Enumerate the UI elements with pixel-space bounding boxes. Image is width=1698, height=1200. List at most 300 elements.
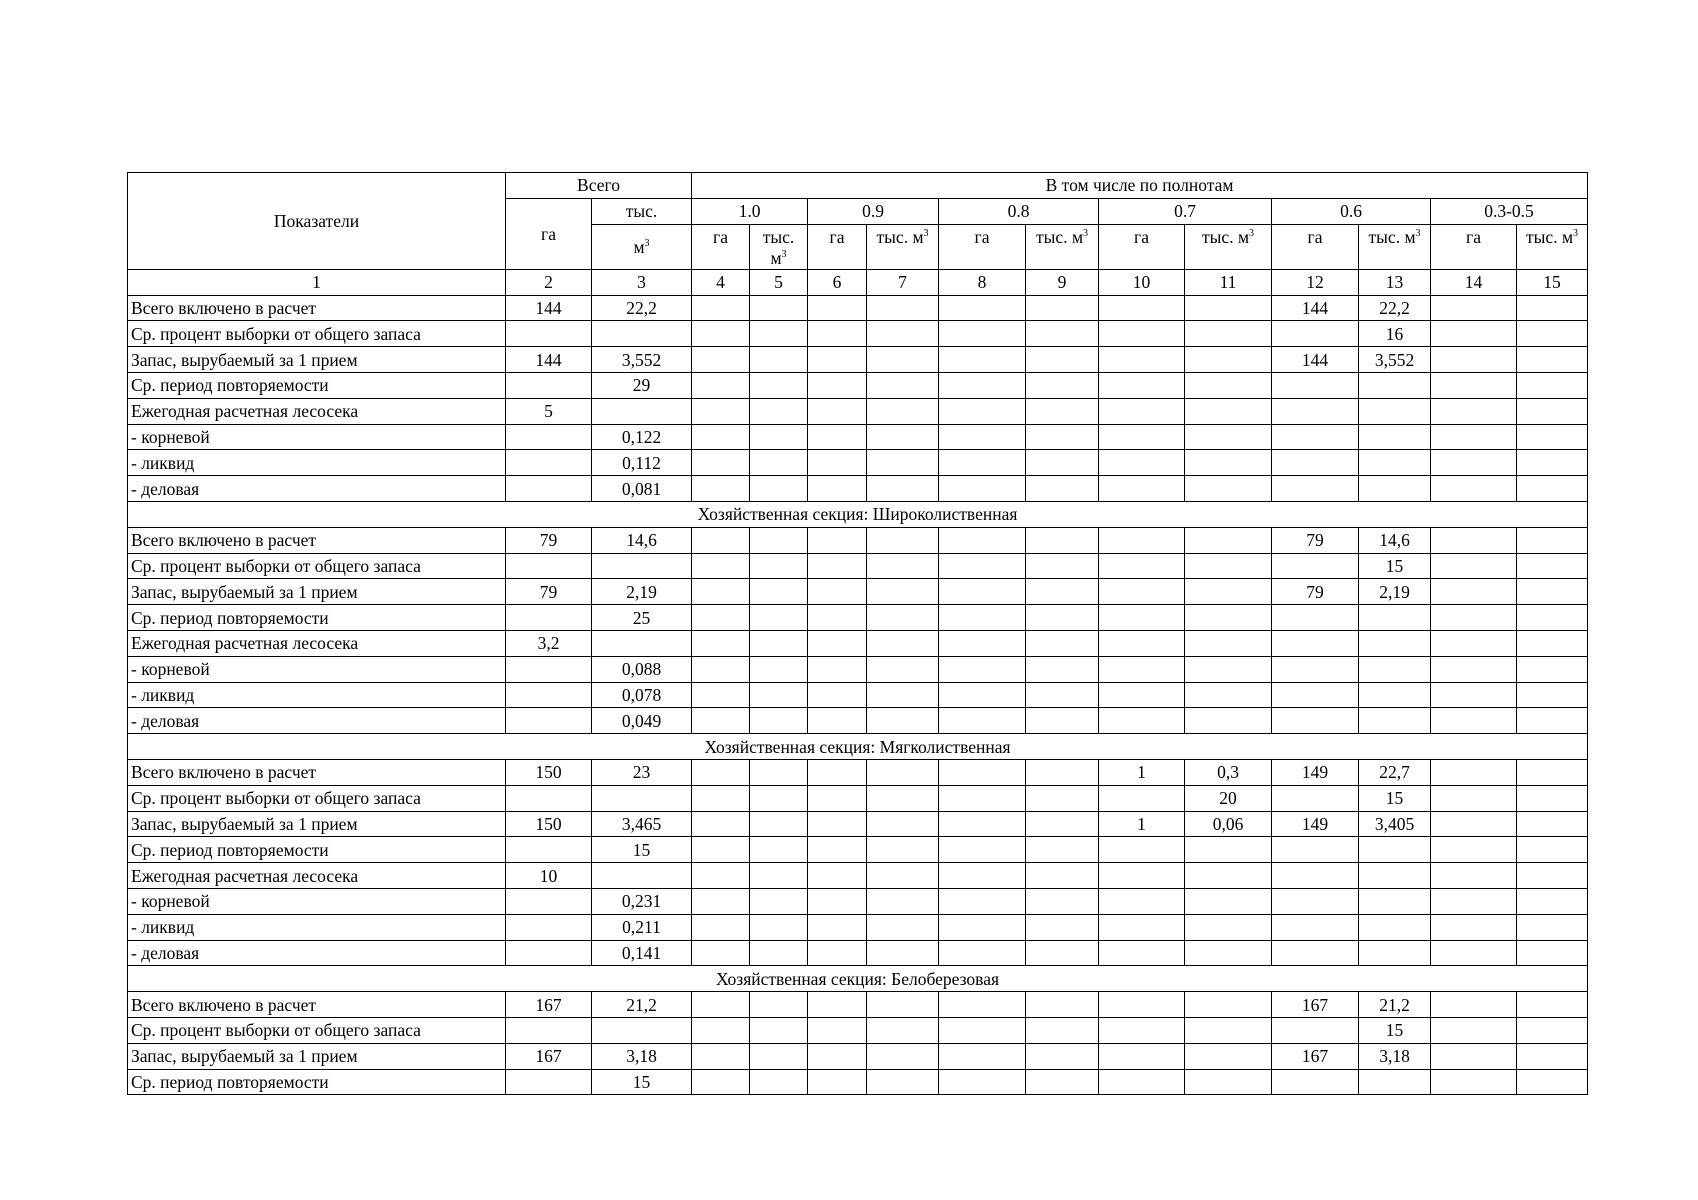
table-cell — [1099, 656, 1185, 682]
ha-header: га — [808, 224, 867, 269]
table-cell — [1099, 605, 1185, 631]
table-cell — [692, 398, 750, 424]
table-cell — [1431, 888, 1517, 914]
table-cell — [692, 759, 750, 785]
column-number: 3 — [592, 269, 692, 295]
table-cell — [867, 863, 939, 889]
table-cell — [939, 759, 1026, 785]
table-cell — [692, 992, 750, 1018]
column-number: 6 — [808, 269, 867, 295]
table-cell — [939, 940, 1026, 966]
table-cell — [1359, 708, 1431, 734]
table-cell — [1099, 424, 1185, 450]
table-cell: 3,18 — [592, 1043, 692, 1069]
table-cell — [750, 553, 808, 579]
table-cell — [1517, 888, 1588, 914]
table-cell — [750, 527, 808, 553]
table-cell: 79 — [506, 527, 592, 553]
table-cell — [808, 553, 867, 579]
table-cell — [867, 450, 939, 476]
table-cell — [1359, 940, 1431, 966]
table-cell — [1026, 1069, 1099, 1095]
group-header: 0.7 — [1099, 198, 1272, 224]
table-cell — [867, 476, 939, 502]
table-cell — [1431, 553, 1517, 579]
table-cell — [1185, 888, 1272, 914]
indicators-header: Показатели — [128, 173, 506, 270]
table-cell — [1431, 992, 1517, 1018]
table-cell — [1517, 682, 1588, 708]
table-cell — [939, 863, 1026, 889]
table-cell: 22,7 — [1359, 759, 1431, 785]
table-cell — [1026, 837, 1099, 863]
table-cell — [939, 398, 1026, 424]
table-cell — [939, 656, 1026, 682]
table-cell — [1185, 605, 1272, 631]
table-row — [128, 579, 1588, 605]
table-cell — [1099, 295, 1185, 321]
table-cell — [692, 1043, 750, 1069]
table-cell — [692, 656, 750, 682]
table-cell — [1517, 914, 1588, 940]
table-cell — [750, 630, 808, 656]
row-label: Ср. процент выборки от общего запаса — [128, 321, 506, 347]
section-row — [128, 501, 1588, 527]
table-cell — [808, 1017, 867, 1043]
table-row — [128, 605, 1588, 631]
table-cell — [1185, 940, 1272, 966]
table-cell: 150 — [506, 811, 592, 837]
table-cell — [1026, 630, 1099, 656]
table-cell — [808, 476, 867, 502]
table-cell — [1272, 450, 1359, 476]
table-cell — [1359, 372, 1431, 398]
table-cell — [1026, 682, 1099, 708]
table-cell — [1431, 450, 1517, 476]
section-title: Хозяйственная секция: Широколиственная — [128, 501, 1588, 527]
table-cell — [750, 708, 808, 734]
unit-exponent: 3 — [1249, 227, 1255, 239]
thous-m3-header — [1026, 224, 1099, 269]
table-cell — [939, 450, 1026, 476]
table-cell — [1026, 1017, 1099, 1043]
table-cell — [1185, 992, 1272, 1018]
table-cell — [692, 424, 750, 450]
table-cell — [1431, 837, 1517, 863]
row-label: Ср. период повторяемости — [128, 1069, 506, 1095]
table-cell — [750, 295, 808, 321]
row-label: - деловая — [128, 476, 506, 502]
unit-text: м — [633, 236, 645, 257]
table-cell — [867, 992, 939, 1018]
table-cell: 22,2 — [1359, 295, 1431, 321]
table-cell — [1099, 708, 1185, 734]
table-cell — [1359, 888, 1431, 914]
table-cell — [808, 295, 867, 321]
table-cell — [1185, 1017, 1272, 1043]
table-cell — [1099, 682, 1185, 708]
table-cell — [1431, 656, 1517, 682]
group-header: 0.8 — [939, 198, 1099, 224]
table-cell — [750, 940, 808, 966]
table-cell — [1431, 398, 1517, 424]
unit-exponent: 3 — [923, 227, 929, 239]
table-cell — [1359, 630, 1431, 656]
table-cell — [692, 527, 750, 553]
table-cell — [867, 579, 939, 605]
table-cell — [867, 656, 939, 682]
table-cell — [1431, 708, 1517, 734]
table-cell — [1185, 553, 1272, 579]
table-cell — [867, 321, 939, 347]
row-label: Ср. процент выборки от общего запаса — [128, 785, 506, 811]
table-cell: 2,19 — [592, 579, 692, 605]
table-cell: 20 — [1185, 785, 1272, 811]
unit-exponent: 3 — [781, 248, 787, 260]
table-cell — [939, 837, 1026, 863]
table-cell — [867, 1017, 939, 1043]
table-cell: 149 — [1272, 811, 1359, 837]
row-label: Ежегодная расчетная лесосека — [128, 630, 506, 656]
table-cell — [867, 527, 939, 553]
table-cell: 0,088 — [592, 656, 692, 682]
table-cell — [1099, 372, 1185, 398]
table-cell — [808, 811, 867, 837]
table-cell — [750, 914, 808, 940]
table-cell — [1185, 914, 1272, 940]
row-label: - корневой — [128, 424, 506, 450]
table-cell: 0,3 — [1185, 759, 1272, 785]
table-cell — [939, 1069, 1026, 1095]
unit-text: тыс. м — [1526, 226, 1574, 247]
table-cell — [506, 708, 592, 734]
table-cell — [1099, 347, 1185, 373]
row-label: - корневой — [128, 656, 506, 682]
table-cell: 167 — [506, 1043, 592, 1069]
table-cell — [1431, 785, 1517, 811]
table-cell — [692, 811, 750, 837]
table-cell — [1026, 708, 1099, 734]
table-cell: 14,6 — [592, 527, 692, 553]
column-number: 2 — [506, 269, 592, 295]
table-cell — [750, 476, 808, 502]
table-cell — [1099, 527, 1185, 553]
table-cell — [1026, 321, 1099, 347]
table-cell — [506, 914, 592, 940]
table-cell — [1026, 888, 1099, 914]
table-cell — [939, 708, 1026, 734]
table-cell — [506, 1017, 592, 1043]
table-cell — [808, 321, 867, 347]
table-row — [128, 656, 1588, 682]
table-cell — [1026, 398, 1099, 424]
table-cell — [808, 914, 867, 940]
table-cell — [808, 1043, 867, 1069]
table-cell — [1272, 863, 1359, 889]
table-cell — [808, 837, 867, 863]
table-cell — [939, 347, 1026, 373]
table-cell: 144 — [1272, 295, 1359, 321]
table-row — [128, 785, 1588, 811]
table-cell — [1517, 553, 1588, 579]
table-cell — [1517, 295, 1588, 321]
table-cell — [692, 914, 750, 940]
table-cell — [939, 605, 1026, 631]
table-cell — [1272, 605, 1359, 631]
table-cell — [1431, 424, 1517, 450]
table-cell — [867, 347, 939, 373]
table-cell — [808, 605, 867, 631]
table-cell — [867, 888, 939, 914]
table-cell — [506, 785, 592, 811]
table-cell — [808, 424, 867, 450]
table-cell — [1431, 579, 1517, 605]
table-cell — [867, 759, 939, 785]
table-cell — [506, 656, 592, 682]
table-cell: 79 — [1272, 579, 1359, 605]
table-cell — [692, 785, 750, 811]
table-cell — [1431, 1017, 1517, 1043]
table-cell: 0,141 — [592, 940, 692, 966]
table-cell — [1185, 863, 1272, 889]
table-cell: 167 — [1272, 992, 1359, 1018]
column-number: 12 — [1272, 269, 1359, 295]
row-label: Всего включено в расчет — [128, 295, 506, 321]
table-cell: 1 — [1099, 811, 1185, 837]
table-cell — [1431, 476, 1517, 502]
table-cell — [506, 837, 592, 863]
table-cell — [1099, 914, 1185, 940]
row-label: Запас, вырубаемый за 1 прием — [128, 1043, 506, 1069]
table-cell — [1272, 476, 1359, 502]
table-cell — [939, 630, 1026, 656]
table-cell — [808, 785, 867, 811]
table-cell — [808, 579, 867, 605]
table-cell — [1026, 759, 1099, 785]
table-cell — [808, 863, 867, 889]
group-header: 0.6 — [1272, 198, 1431, 224]
table-cell — [1359, 605, 1431, 631]
table-row — [128, 708, 1588, 734]
table-cell — [808, 347, 867, 373]
ha-header: га — [939, 224, 1026, 269]
table-cell — [867, 605, 939, 631]
table-cell — [1517, 1017, 1588, 1043]
table-cell: 21,2 — [592, 992, 692, 1018]
table-cell — [1517, 347, 1588, 373]
table-cell — [1517, 759, 1588, 785]
table-cell — [867, 1043, 939, 1069]
table-cell — [506, 321, 592, 347]
table-cell — [750, 579, 808, 605]
table-row — [128, 1017, 1588, 1043]
table-cell — [1517, 527, 1588, 553]
table-cell — [750, 785, 808, 811]
table-cell — [1272, 424, 1359, 450]
row-label: Запас, вырубаемый за 1 прием — [128, 579, 506, 605]
table-cell — [1272, 914, 1359, 940]
table-cell: 21,2 — [1359, 992, 1431, 1018]
table-cell — [692, 1017, 750, 1043]
table-cell — [939, 321, 1026, 347]
column-number: 13 — [1359, 269, 1431, 295]
table-cell — [1099, 321, 1185, 347]
unit-exponent: 3 — [644, 237, 650, 249]
table-cell — [750, 656, 808, 682]
table-cell — [1359, 863, 1431, 889]
table-cell: 23 — [592, 759, 692, 785]
table-cell — [1026, 579, 1099, 605]
table-cell — [1517, 1069, 1588, 1095]
table-cell — [692, 1069, 750, 1095]
row-label: Ср. период повторяемости — [128, 372, 506, 398]
table-cell — [939, 424, 1026, 450]
row-label: - корневой — [128, 888, 506, 914]
table-cell — [1026, 605, 1099, 631]
unit-text: тыс. м — [876, 226, 924, 247]
table-cell — [939, 295, 1026, 321]
table-cell — [1517, 450, 1588, 476]
table-cell: 144 — [506, 295, 592, 321]
table-cell — [592, 553, 692, 579]
table-row — [128, 914, 1588, 940]
thous-m3-header — [867, 224, 939, 269]
table-cell — [1185, 321, 1272, 347]
table-row — [128, 682, 1588, 708]
table-cell: 0,211 — [592, 914, 692, 940]
table-cell — [1185, 372, 1272, 398]
row-label: Всего включено в расчет — [128, 527, 506, 553]
unit-exponent: 3 — [1573, 227, 1579, 239]
table-cell — [1517, 321, 1588, 347]
table-cell — [808, 398, 867, 424]
table-row — [128, 863, 1588, 889]
table-cell — [506, 476, 592, 502]
table-cell — [506, 940, 592, 966]
table-cell — [1026, 424, 1099, 450]
table-cell — [592, 785, 692, 811]
table-cell: 29 — [592, 372, 692, 398]
table-cell — [867, 295, 939, 321]
table-cell — [939, 476, 1026, 502]
forest-calculation-table — [127, 172, 1588, 1095]
table-cell — [1026, 527, 1099, 553]
table-cell — [867, 398, 939, 424]
table-cell — [1272, 1017, 1359, 1043]
table-cell: 0,231 — [592, 888, 692, 914]
table-cell — [1099, 630, 1185, 656]
table-cell — [692, 347, 750, 373]
table-cell — [1272, 398, 1359, 424]
table-cell — [750, 811, 808, 837]
table-cell — [1359, 914, 1431, 940]
table-cell: 0,122 — [592, 424, 692, 450]
table-cell: 150 — [506, 759, 592, 785]
column-number: 8 — [939, 269, 1026, 295]
table-cell — [1026, 1043, 1099, 1069]
table-cell — [1272, 372, 1359, 398]
table-cell — [750, 605, 808, 631]
group-header: 1.0 — [692, 198, 808, 224]
ha-header: га — [1431, 224, 1517, 269]
table-cell — [1431, 347, 1517, 373]
table-cell — [1026, 940, 1099, 966]
table-cell — [1272, 940, 1359, 966]
table-cell — [692, 295, 750, 321]
table-cell: 16 — [1359, 321, 1431, 347]
table-cell — [1099, 837, 1185, 863]
table-cell: 15 — [592, 837, 692, 863]
table-cell — [750, 837, 808, 863]
table-cell — [750, 347, 808, 373]
table-cell — [1517, 863, 1588, 889]
table-row — [128, 372, 1588, 398]
table-cell — [592, 321, 692, 347]
table-cell — [1272, 656, 1359, 682]
table-cell — [692, 476, 750, 502]
table-cell: 0,049 — [592, 708, 692, 734]
table-cell — [1431, 759, 1517, 785]
table-cell — [1431, 527, 1517, 553]
table-row — [128, 992, 1588, 1018]
table-cell — [750, 424, 808, 450]
table-cell — [1026, 450, 1099, 476]
table-cell — [750, 321, 808, 347]
table-cell — [939, 811, 1026, 837]
table-cell — [1026, 372, 1099, 398]
table-cell — [1185, 347, 1272, 373]
table-cell — [808, 888, 867, 914]
row-label: - деловая — [128, 708, 506, 734]
table-cell — [750, 450, 808, 476]
table-cell — [1185, 682, 1272, 708]
table-cell — [506, 888, 592, 914]
row-label: Ср. процент выборки от общего запаса — [128, 553, 506, 579]
table-cell — [1099, 476, 1185, 502]
column-number: 14 — [1431, 269, 1517, 295]
table-cell: 79 — [1272, 527, 1359, 553]
table-row — [128, 347, 1588, 373]
group-header: 0.3-0.5 — [1431, 198, 1588, 224]
table-cell: 3,465 — [592, 811, 692, 837]
table-cell: 14,6 — [1359, 527, 1431, 553]
table-cell — [692, 372, 750, 398]
table-cell: 22,2 — [592, 295, 692, 321]
table-cell — [1431, 1043, 1517, 1069]
table-cell — [1026, 553, 1099, 579]
table-cell — [692, 579, 750, 605]
table-cell — [1272, 888, 1359, 914]
table-cell — [592, 630, 692, 656]
table-row — [128, 837, 1588, 863]
table-cell — [1026, 295, 1099, 321]
table-cell — [692, 837, 750, 863]
table-cell — [939, 372, 1026, 398]
table-cell: 15 — [1359, 785, 1431, 811]
table-cell — [1272, 553, 1359, 579]
by-density-header: В том числе по полнотам — [692, 173, 1588, 199]
row-label: - ликвид — [128, 914, 506, 940]
table-cell — [867, 424, 939, 450]
table-cell — [808, 992, 867, 1018]
table-cell — [1099, 1017, 1185, 1043]
table-cell: 79 — [506, 579, 592, 605]
table-cell — [750, 1069, 808, 1095]
table-cell — [808, 527, 867, 553]
table-cell — [1185, 656, 1272, 682]
table-cell — [1185, 450, 1272, 476]
table-cell — [1517, 811, 1588, 837]
